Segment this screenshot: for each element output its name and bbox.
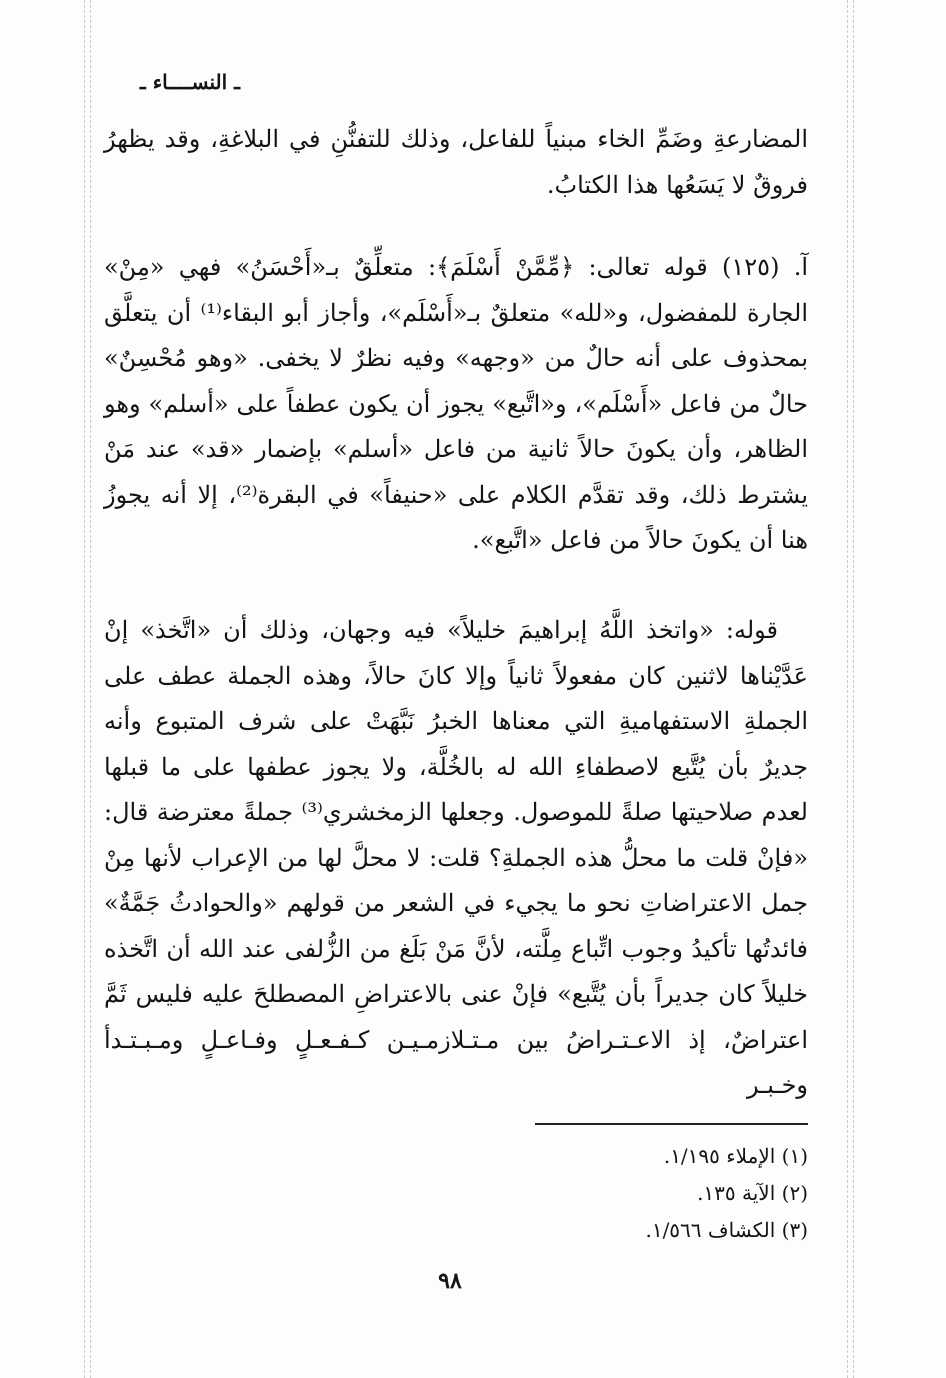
paragraph-1: المضارعةِ وضَمِّ الخاء مبنياً للفاعل، وذلك للتفنُّنِ في البلاغةِ، وقد يظهرُ فروقٌ لا يَسَعُها هذا الكتابُ. [104,125,808,199]
running-header: ـ النســــاء ـ [139,70,240,94]
footnote-1: (١) الإملاء ١/١٩٥. [663,1144,808,1168]
page-number: ٩٨ [438,1268,462,1294]
footnote-2: (٢) الآية ١٣٥. [697,1181,808,1205]
footnote-separator [535,1123,808,1125]
scan-margin-line [853,0,854,1378]
scan-margin-line [84,0,85,1378]
paragraph-verse-125: آ. (١٢٥) قوله تعالى: ﴿مِّمَّنْ أَسْلَمَ﴾: متعلِّقٌ بـ«أَحْسَنُ» فهي «مِنْ» الجارة للمفضول، و«لله» متعلقٌ بـ«أَسْلَم»، وأجاز أبو البقاء⁽¹⁾ أن يتعلَّق بمحذوف على أنه حالٌ من «وجهه» وفيه نظرٌ لا يخفى. «وهو مُحْسِنٌ» حالٌ من فاعل «أَسْلَم»، و«اتَّبع» يجوز أن يكون عطفاً على «أسلم» وهو الظاهر، وأن يكونَ حالاً ثانية من فاعل «أسلم» بإضمار «قد» عند مَنْ يشترط ذلك، وقد تقدَّم الكلام على «حنيفاً» في البقرة⁽²⁾، إلا أنه يجوزُ هنا أن يكونَ حالاً من فاعل «اتَّبع». [104,253,808,554]
footnote-3: (٣) الكشاف ١/٥٦٦. [645,1218,808,1242]
scan-margin-line [847,0,848,1378]
paragraph-3: قوله: «واتخذ اللَّهُ إبراهيمَ خليلاً» فيه وجهان، وذلك أن «اتَّخذ» إنْ عَدَّيْناها لاثنين كان مفعولاً ثانياً وإلا كانَ حالاً، وهذه الجملة عطف على الجملةِ الاستفهاميةِ التي معناها الخبرُ نَبَّهَتْ على شرف المتبوع وأنه جديرٌ بأن يُتَّبع لاصطفاءِ الله له بالخُلَّة، ولا يجوز عطفها على ما قبلها لعدم صلاحيتها صلةً للموصول. وجعلها الزمخشري⁽³⁾ جملةً معترضة قال: «فإنْ قلت ما محلُّ هذه الجملةِ؟ قلت: لا محلَّ لها من الإعراب لأنها مِنْ جمل الاعتراضاتِ نحو ما يجيء في الشعر من قولهم «والحوادثُ جَمَّةٌ» فائدتُها تأكيدُ وجوب اتِّباع مِلَّته، لأنَّ مَنْ بَلَغ من الزُّلفى عند الله أن اتَّخذه خليلاً كان جديراً بأن يُتَّبع» فإنْ عنى بالاعتراضِ المصطلحَ عليه فليس ثَمَّ اعتراضٌ، إذ الاعـتـراضُ بين مـتـلازمـيـن كـفـعـلٍ وفـاعـلٍ ومـبـتـدأ وخـبـر [104,616,809,1099]
footnotes [645,1138,808,1249]
scan-margin-line [90,0,91,1378]
